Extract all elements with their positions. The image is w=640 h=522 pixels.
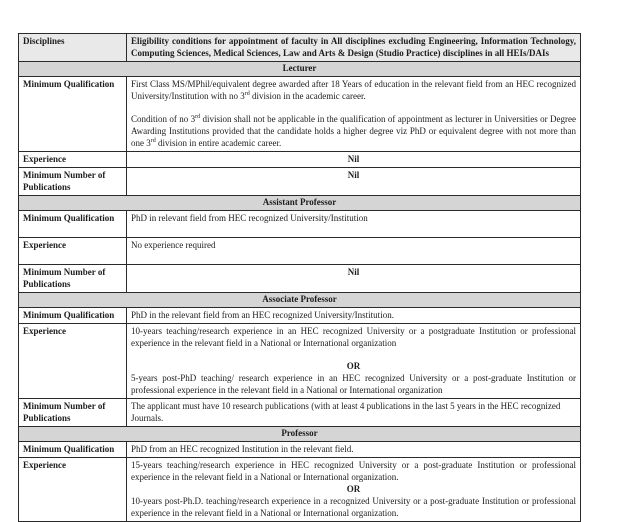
row-content [127, 77, 581, 152]
paragraph: Nil [347, 267, 360, 277]
paragraph: 5-years post-PhD teaching/ research experience in an HEC recognized University or a post-graduate Institution or professional experience in the relevant field in a National or International organization [131, 373, 576, 395]
paragraph [131, 102, 576, 113]
table-body [19, 34, 581, 522]
section-band-row-lecturer [19, 62, 581, 77]
row-professor-minimum-qualification [19, 442, 581, 458]
paragraph: 10-years teaching/research experience in an HEC recognized University or a postgraduate Institution or professional experience in the relevant field in a National or International organization [131, 326, 576, 348]
row-content [127, 399, 581, 427]
table-header-row [19, 34, 581, 62]
paragraph: PhD in the relevant field from an HEC recognized University/Institution. [131, 310, 394, 320]
row-label: Minimum Number of Publications [19, 399, 127, 427]
row-content [127, 324, 581, 399]
section-band-row-assistant-professor [19, 196, 581, 211]
row-content [127, 238, 581, 265]
row-label: Minimum Qualification [19, 77, 127, 152]
paragraph [131, 224, 576, 235]
section-title-associate-professor: Associate Professor [19, 293, 581, 308]
header-cell-eligibility-conditions: Eligibility conditions for appointment of faculty in All disciplines excluding Engineering, Information Technology, Computing Sciences, Medical Sciences, Law and Arts & Design (Studio Practice) disciplines in all HEIs/DAIs [127, 34, 581, 62]
row-lecturer-experience [19, 152, 581, 168]
or-separator: OR [346, 361, 361, 371]
row-label: Minimum Number of Publications [19, 168, 127, 196]
row-associate-professor-experience [19, 324, 581, 399]
row-assistant-professor-minimum-qualification [19, 211, 581, 238]
paragraph: 10-years post-Ph.D. teaching/research experience in a recognized University or a post-graduate Institution or professional experience in the relevant field in a National or International organization. [131, 496, 576, 518]
section-title-professor: Professor [19, 427, 581, 442]
paragraph: No experience required [131, 240, 216, 250]
paragraph: PhD in relevant field from HEC recognized University/Institution [131, 213, 368, 223]
row-assistant-professor-experience [19, 238, 581, 265]
row-content [127, 442, 581, 458]
paragraph: First Class MS/MPhil/equivalent degree awarded after 18 Years of education in the relevant field from an HEC recognized University/Institution with no 3rd division in the academic career. [131, 79, 576, 101]
paragraph: Nil [347, 170, 360, 180]
row-label: Experience [19, 152, 127, 168]
paragraph: 15-years teaching/research experience in HEC recognized University or a post-graduate Institution or professional experience in the relevant field in a National or International organization. [131, 460, 576, 482]
section-title-lecturer: Lecturer [19, 62, 581, 77]
or-separator: OR [346, 484, 361, 494]
row-content [127, 265, 581, 293]
paragraph [131, 251, 576, 262]
row-professor-experience [19, 458, 581, 522]
header-cell-disciplines: Disciplines [19, 34, 127, 62]
row-assistant-professor-minimum-number-of-publications [19, 265, 581, 293]
paragraph: Nil [347, 154, 360, 164]
row-content [127, 152, 581, 168]
row-lecturer-minimum-qualification [19, 77, 581, 152]
row-label: Experience [19, 324, 127, 399]
row-associate-professor-minimum-number-of-publications [19, 399, 581, 427]
row-label: Experience [19, 238, 127, 265]
paragraph: The applicant must have 10 research publications (with at least 4 publications in the last 5 years in the HEC recognized Journals. [131, 401, 561, 423]
row-lecturer-minimum-number-of-publications [19, 168, 581, 196]
paragraph: PhD from an HEC recognized Institution in the relevant field. [131, 444, 354, 454]
eligibility-table [18, 33, 581, 522]
section-band-row-associate-professor [19, 293, 581, 308]
row-associate-professor-minimum-qualification [19, 308, 581, 324]
row-label: Minimum Qualification [19, 308, 127, 324]
row-content [127, 458, 581, 522]
row-content [127, 168, 581, 196]
row-label: Minimum Qualification [19, 211, 127, 238]
row-label: Minimum Qualification [19, 442, 127, 458]
section-band-row-professor [19, 427, 581, 442]
paragraph: Condition of no 3rd division shall not be applicable in the qualification of appointment as lecturer in Universities or Degree Awarding Institutions provided that the candidate holds a higher degree viz PhD or equivalent degree with not more than one 3rd division in entire academic career. [131, 114, 576, 148]
paragraph [131, 349, 576, 360]
row-label: Minimum Number of Publications [19, 265, 127, 293]
row-label: Experience [19, 458, 127, 522]
row-content [127, 211, 581, 238]
section-title-assistant-professor: Assistant Professor [19, 196, 581, 211]
row-content [127, 308, 581, 324]
